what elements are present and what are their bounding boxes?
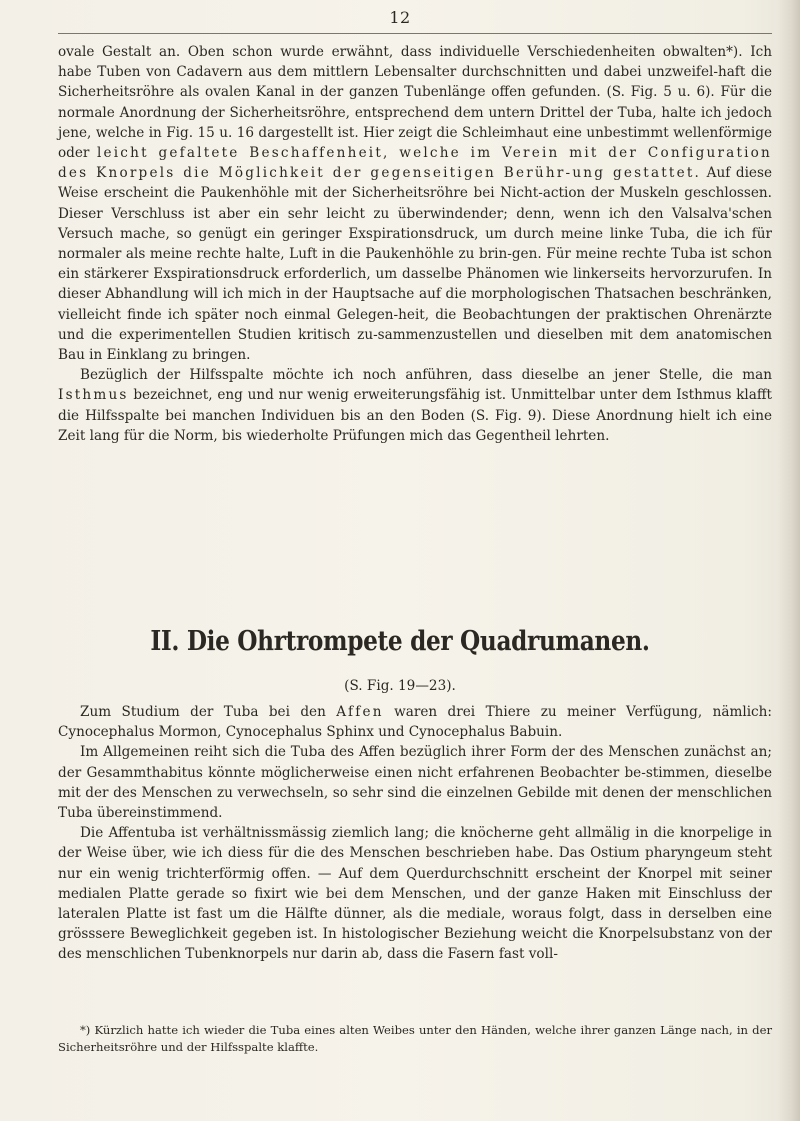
page-number: 12: [389, 8, 411, 27]
emphasized-text: Isthmus: [58, 387, 129, 404]
header-rule: [58, 33, 772, 34]
footnote-text: Kürzlich hatte ich wieder die Tuba eines alten Weibes unter den Händen, welche ihrer ganzen Länge nach, in der Sicherheitsröhre und der Hilfsspalte klaffte.: [58, 1023, 772, 1054]
paragraph-sicherheitsroehre: [58, 42, 772, 365]
paragraph-affen-intro: [58, 702, 772, 742]
paragraph-text: Auf diese Weise erscheint die Paukenhöhle mit der Sicherheitsröhre bei Nicht-action der Muskeln geschlossen. Dieser Verschluss ist aber ein sehr leicht zu überwindender; denn, wenn ich den Valsalva'schen Versuch mache, so genügt ein geringer Exspirationsdruck, um durch meine linke Tuba, die ich für normaler als meine rechte halte, Luft in die Paukenhöhle zu brin-gen. Für meine rechte Tuba ist schon ein stärkerer Exspirationsdruck erforderlich, um dasselbe Phänomen wie linkerseits hervorzurufen. In dieser Abhandlung will ich mich in der Hauptsache auf die morphologischen Thatsachen beschränken, vielleicht finde ich später noch einmal Gelegen-heit, die Beobachtungen der praktischen Ohrenärzte und die experimentellen Studien kritisch zu-sammenzustellen und dieselben mit dem anatomischen Bau in Einklang zu bringen.: [58, 165, 772, 364]
paragraph-allgemeinen: Im Allgemeinen reiht sich die Tuba des Affen bezüglich ihrer Form der des Menschen zunächst an; der Gesammthabitus könnte möglicherweise einen nicht erfahrenen Beobachter be-stimmen, dieselbe mit der des Menschen zu verwechseln, so sehr sind die einzelnen Gebilde mit denen der menschlichen Tuba übereinstimmend.: [58, 744, 772, 822]
emphasized-text: leicht gefaltete Beschaffenheit, welche im Verein mit der Configuration des Knorpels die Möglichkeit der gegenseitigen Berühr-ung gestattet.: [58, 145, 772, 182]
paragraph-hilfsspalte: [58, 365, 772, 446]
paragraph-text: bezeichnet, eng und nur wenig erweiterungsfähig ist. Unmittelbar unter dem Isthmus klafft die Hilfsspalte bei manchen Individuen bis an den Boden (S. Fig. 9). Diese Anordnung hielt ich eine Zeit lang für die Norm, bis wiederholte Prüfungen mich das Gegentheil lehrten.: [58, 387, 772, 444]
paragraph-text: Zum Studium der Tuba bei den: [80, 704, 337, 720]
paragraph-text: Bezüglich der Hilfsspalte möchte ich noch anführen, dass dieselbe an jener Stelle, die man: [80, 367, 772, 384]
footnote: [58, 1022, 772, 1056]
body-text-top: [58, 42, 772, 446]
page-edge-shadow: [778, 0, 800, 1121]
body-text-bottom: [58, 702, 772, 965]
section-figure-reference: (S. Fig. 19—23).: [344, 678, 456, 694]
emphasized-text: Affen: [336, 704, 384, 720]
footnote-marker: *): [80, 1023, 91, 1037]
paragraph-text: waren drei Thiere zu meiner Verfügung, nämlich: Cynocephalus Mormon, Cynocephalus Sphinx und Cynocephalus Babuin.: [58, 704, 772, 741]
paragraph-affentuba: Die Affentuba ist verhältnissmässig ziemlich lang; die knöcherne geht allmälig in die knorpelige in der Weise über, wie ich diess für die des Menschen beschrieben habe. Das Ostium pharyngeum steht nur ein wenig trichterförmig offen. — Auf dem Querdurchschnitt erscheint der Knorpel mit seiner medialen Platte gerade so fixirt wie bei dem Menschen, und der ganze Haken mit Einschluss der lateralen Platte ist fast um die Hälfte dünner, als die mediale, woraus folgt, dass in derselben eine grösssere Beweglichkeit gegeben ist. In histologischer Beziehung weicht die Knorpelsubstanz von der des menschlichen Tubenknorpels nur darin ab, dass die Fasern fast voll-: [58, 825, 772, 963]
footnote-paragraph: [58, 1022, 772, 1056]
paragraph-text: ovale Gestalt an. Oben schon wurde erwähnt, dass individuelle Verschiedenheiten obwalten*). Ich habe Tuben von Cadavern aus dem mittlern Lebensalter durchschnitten und dabei unzweifel-haft die Sicherheitsröhre als ovalen Kanal in der ganzen Tubenlänge offen gefunden. (S. Fig. 5 u. 6). Für die normale Anordnung der Sicherheitsröhre, entsprechend dem untern Drittel der Tuba, halte ich jedoch jene, welche in Fig. 15 u. 16 dargestellt ist. Hier zeigt die Schleimhaut eine unbestimmt wellenförmige oder: [58, 44, 772, 162]
section-heading: II. Die Ohrtrompete der Quadrumanen.: [150, 626, 650, 657]
